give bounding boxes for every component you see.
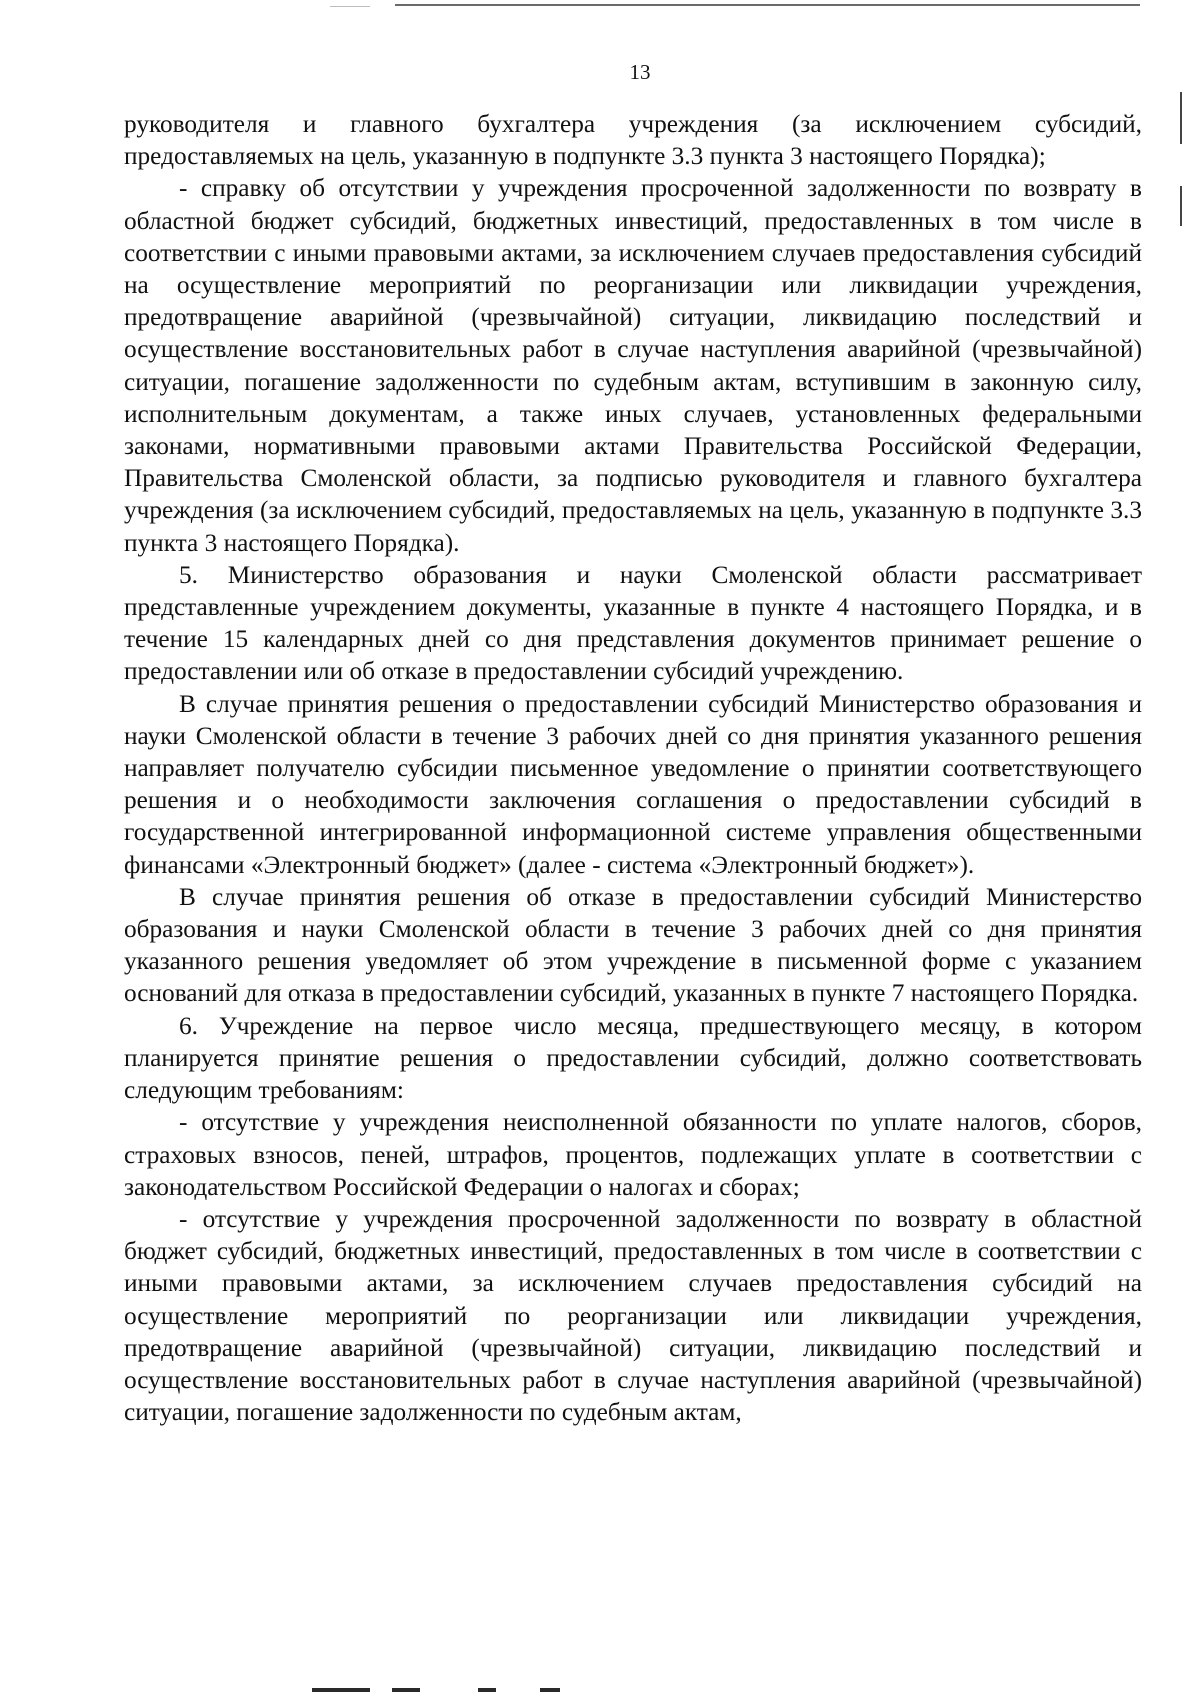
paragraph-refusal-decision: В случае принятия решения об отказе в предоставлении субсидий Министерство образования и науки Смоленской области в течение 3 рабочих дней со дня принятия указанного решения уведомляет об этом учреждение в письменной форме с указанием оснований для отказа в предоставлении субсидий, указанных в пункте 7 настоящего Порядка. xyxy=(124,882,1142,1008)
paragraph-requirement-taxes: - отсутствие у учреждения неисполненной обязанности по уплате налогов, сборов, страховых взносов, пеней, штрафов, процентов, подлежащих уплате в соответствии с законодательством Российской Федерации о налогах и сборах; xyxy=(124,1108,1142,1201)
scan-top-rule xyxy=(395,4,1140,6)
paragraph-clause-6: 6. Учреждение на первое число месяца, предшествующего месяцу, в котором планируется принятие решения о предоставлении субсидий, должно соответствовать следующим требованиям: xyxy=(124,1011,1142,1105)
scan-bottom-artifact xyxy=(312,1688,370,1692)
document-body xyxy=(124,108,1142,1428)
scan-bottom-artifact xyxy=(478,1688,496,1692)
paragraph-clause-5: 5. Министерство образования и науки Смоленской области рассматривает представленные учреждением документы, указанные в пункте 4 настоящего Порядка, и в течение 15 календарных дней со дня представления документов принимает решение о предоставлении или об отказе в предоставлении субсидий учреждению. xyxy=(124,560,1142,686)
scan-top-rule-fragment xyxy=(330,6,370,7)
paragraph-certificate-item: - справку об отсутствии у учреждения просроченной задолженности по возврату в областной бюджет субсидий, бюджетных инвестиций, предоставленных в том числе в соответствии с иными правовыми актами, за исключением случаев предоставления субсидий на осуществление мероприятий по реорганизации или ликвидации учреждения, предотвращение аварийной (чрезвычайной) ситуации, ликвидацию последствий и осуществление восстановительных работ в случае наступления аварийной (чрезвычайной) ситуации, погашение задолженности по судебным актам, вступившим в законную силу, исполнительным документам, а также иных случаев, установленных федеральными законами, нормативными правовыми актами Правительства Российской Федерации, Правительства Смоленской области, за подписью руководителя и главного бухгалтера учреждения (за исключением субсидий, предоставляемых на цель, указанную в подпункте 3.3 пункта 3 настоящего Порядка). xyxy=(124,174,1142,557)
scan-bottom-artifact xyxy=(540,1688,560,1692)
scan-bottom-artifact xyxy=(392,1688,420,1692)
scan-edge-mark xyxy=(1180,186,1182,226)
page-number: 13 xyxy=(629,60,651,84)
scan-edge-mark xyxy=(1180,92,1182,144)
paragraph-requirement-debt: - отсутствие у учреждения просроченной задолженности по возврату в областной бюджет субсидий, бюджетных инвестиций, предоставленных в том числе в соответствии с иными правовыми актами, за исключением случаев предоставления субсидий на осуществление мероприятий по реорганизации или ликвидации учреждения, предотвращение аварийной (чрезвычайной) ситуации, ликвидацию последствий и осуществление восстановительных работ в случае наступления аварийной (чрезвычайной) ситуации, погашение задолженности по судебным актам, xyxy=(124,1204,1142,1427)
paragraph-continuation: руководителя и главного бухгалтера учреждения (за исключением субсидий, предоставляемых на цель, указанную в подпункте 3.3 пункта 3 настоящего Порядка); xyxy=(124,110,1142,171)
paragraph-grant-decision: В случае принятия решения о предоставлении субсидий Министерство образования и науки Смоленской области в течение 3 рабочих дней со дня принятия указанного решения направляет получателю субсидии письменное уведомление о принятии соответствующего решения и о необходимости заключения соглашения о предоставлении субсидий в государственной интегрированной информационной системе управления общественными финансами «Электронный бюджет» (далее - система «Электронный бюджет»). xyxy=(124,689,1142,879)
